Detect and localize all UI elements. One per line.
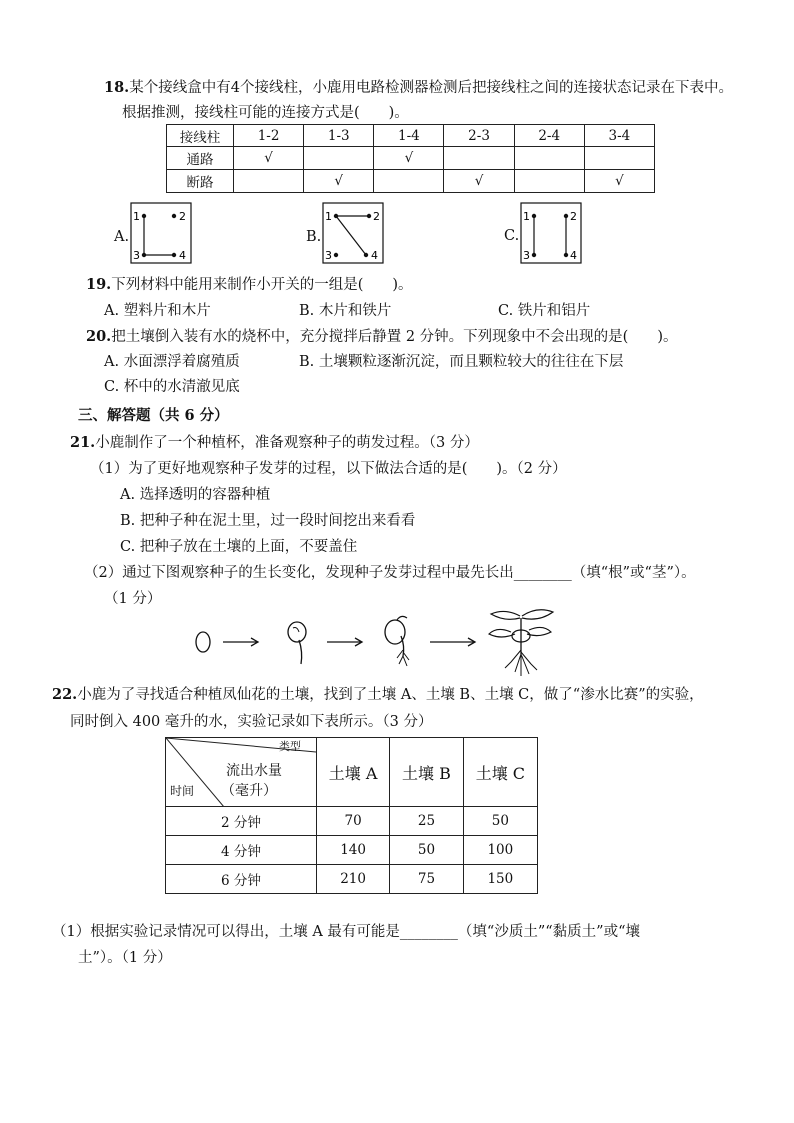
q18-header-cell: 1-4 (374, 125, 444, 147)
q22-sub1-line1: （1）根据实验记录情况可以得出，土壤 A 最有可能是________（填“沙质土”“黏质土”或“壤 (52, 924, 640, 940)
q20-option-c: C. 杯中的水清澈见底 (104, 379, 240, 395)
q20-stem (86, 325, 678, 346)
terminal-2-label: 2 (570, 210, 577, 223)
q21-option-b: B. 把种子种在泥土里，过一段时间挖出来看看 (120, 513, 416, 529)
terminal-4-label: 4 (371, 249, 378, 262)
terminal-3-label: 3 (523, 249, 530, 262)
q18-cell (234, 170, 304, 193)
q19-stem-text: 下列材料中能用来制作小开关的一组是( )。 (111, 277, 413, 293)
q20-stem-text: 把土壤倒入装有水的烧杯中，充分搅拌后静置 2 分钟。下列现象中不会出现的是( )。 (111, 329, 678, 345)
q22-row-time: 4 分钟 (166, 836, 317, 865)
q21-sub1: （1）为了更好地观察种子发芽的过程，以下做法合适的是( )。（2 分） (90, 461, 567, 477)
q18-cell: √ (444, 170, 514, 193)
q22-cell: 70 (317, 807, 390, 836)
q18-stem (104, 76, 733, 97)
q22-column-header: 土壤 B (390, 738, 464, 807)
q18-line2: 根据推测，接线柱可能的连接方式是( )。 (122, 105, 409, 121)
sprouting-seed-icon (288, 622, 306, 664)
q21-stem-text: 小鹿制作了一个种植杯，准备观察种子的萌发过程。（3 分） (95, 435, 479, 451)
q18-table-row (167, 170, 655, 193)
seed-growth-diagram (185, 606, 585, 678)
q18-row-label: 断路 (167, 170, 234, 193)
q19-stem (86, 273, 413, 294)
q18-cell: √ (304, 170, 374, 193)
q18-option-a-label: A. (114, 229, 130, 245)
q22-row-time: 6 分钟 (166, 865, 317, 894)
q22-column-header: 土壤 C (463, 738, 537, 807)
section-title: 三、解答题（共 6 分） (78, 407, 229, 424)
terminal-1-label: 1 (325, 210, 332, 223)
corner-unit-label: （毫升） (221, 783, 277, 799)
q22-cell: 140 (317, 836, 390, 865)
q22-cell: 150 (463, 865, 537, 894)
terminal-3-label: 3 (133, 249, 140, 262)
q18-table-header-row (167, 125, 655, 147)
q18-option-a-diagram (130, 202, 192, 264)
corner-time-label: 时间 (170, 784, 195, 798)
q20-number: 20. (86, 328, 112, 345)
q18-cell (514, 147, 584, 170)
q19-option-a: A. 塑料片和木片 (104, 303, 211, 319)
terminal-1-label: 1 (133, 210, 140, 223)
q22-row-time: 2 分钟 (166, 807, 317, 836)
q22-table (165, 737, 538, 894)
q18-cell: √ (234, 147, 304, 170)
terminal-3-label: 3 (325, 249, 332, 262)
seed-icon (196, 632, 210, 652)
q19-option-c: C. 铁片和铝片 (498, 303, 591, 319)
q18-line1: 某个接线盒中有4个接线柱，小鹿用电路检测器检测后把接线柱之间的连接状态记录在下表中。 (129, 80, 733, 96)
terminal-4-label: 4 (179, 249, 186, 262)
q18-cell (374, 170, 444, 193)
q22-line2: 同时倒入 400 毫升的水，实验记录如下表所示。（3 分） (70, 714, 433, 730)
q18-cell (584, 147, 654, 170)
terminal-1-label: 1 (523, 210, 530, 223)
q18-option-c-diagram (520, 202, 582, 264)
q22-line1: 小鹿为了寻找适合种植凤仙花的土壤，找到了土壤 A、土壤 B、土壤 C，做了“渗水比赛”的实验， (77, 687, 704, 703)
q22-table-header-row (166, 738, 538, 807)
plant-icon (489, 610, 553, 676)
q18-option-b-label: B. (306, 229, 322, 245)
q21-option-c: C. 把种子放在土壤的上面，不要盖住 (120, 539, 358, 555)
q20-option-b: B. 土壤颗粒逐渐沉淀，而且颗粒较大的往往在下层 (299, 354, 624, 370)
q21-stem (70, 431, 479, 452)
q22-cell: 210 (317, 865, 390, 894)
terminal-4-label: 4 (570, 249, 577, 262)
q18-cell: √ (584, 170, 654, 193)
q18-option-b-diagram (322, 202, 384, 264)
q18-row-label: 通路 (167, 147, 234, 170)
q19-number: 19. (86, 276, 112, 293)
q21-option-a: A. 选择透明的容器种植 (120, 487, 271, 503)
q18-header-cell: 1-3 (304, 125, 374, 147)
q22-cell: 25 (390, 807, 464, 836)
q22-cell: 50 (463, 807, 537, 836)
q18-table-row (167, 147, 655, 170)
q18-header-cell: 2-4 (514, 125, 584, 147)
q22-table-row (166, 836, 538, 865)
corner-amount-label: 流出水量 (226, 763, 282, 779)
q18-cell (444, 147, 514, 170)
q22-number: 22. (52, 686, 78, 703)
q18-cell: √ (374, 147, 444, 170)
q18-header-cell: 3-4 (584, 125, 654, 147)
terminal-2-label: 2 (373, 210, 380, 223)
q18-cell (304, 147, 374, 170)
q18-number: 18. (104, 79, 130, 96)
q18-header-cell: 1-2 (234, 125, 304, 147)
q22-cell: 50 (390, 836, 464, 865)
terminal-2-label: 2 (179, 210, 186, 223)
q22-cell: 100 (463, 836, 537, 865)
q22-cell: 75 (390, 865, 464, 894)
q21-sub2: （2）通过下图观察种子的生长变化，发现种子发芽过程中最先长出________（填“根”或“茎”）。 (84, 565, 696, 581)
corner-type-label: 类型 (279, 740, 301, 753)
q22-table-row (166, 865, 538, 894)
q21-sub2-score: （1 分） (104, 591, 162, 607)
q18-header-cell: 接线柱 (167, 125, 234, 147)
q22-stem (52, 683, 704, 704)
q18-cell (514, 170, 584, 193)
q21-number: 21. (70, 434, 96, 451)
q19-option-b: B. 木片和铁片 (299, 303, 392, 319)
q20-option-a: A. 水面漂浮着腐殖质 (104, 354, 240, 370)
q22-corner-cell (166, 738, 317, 807)
q18-header-cell: 2-3 (444, 125, 514, 147)
q22-table-row (166, 807, 538, 836)
q18-table (166, 124, 655, 193)
q22-column-header: 土壤 A (317, 738, 390, 807)
young-seedling-icon (385, 616, 409, 666)
q22-sub1-line2: 土”）。（1 分） (78, 950, 172, 966)
q18-option-c-label: C. (504, 228, 520, 244)
